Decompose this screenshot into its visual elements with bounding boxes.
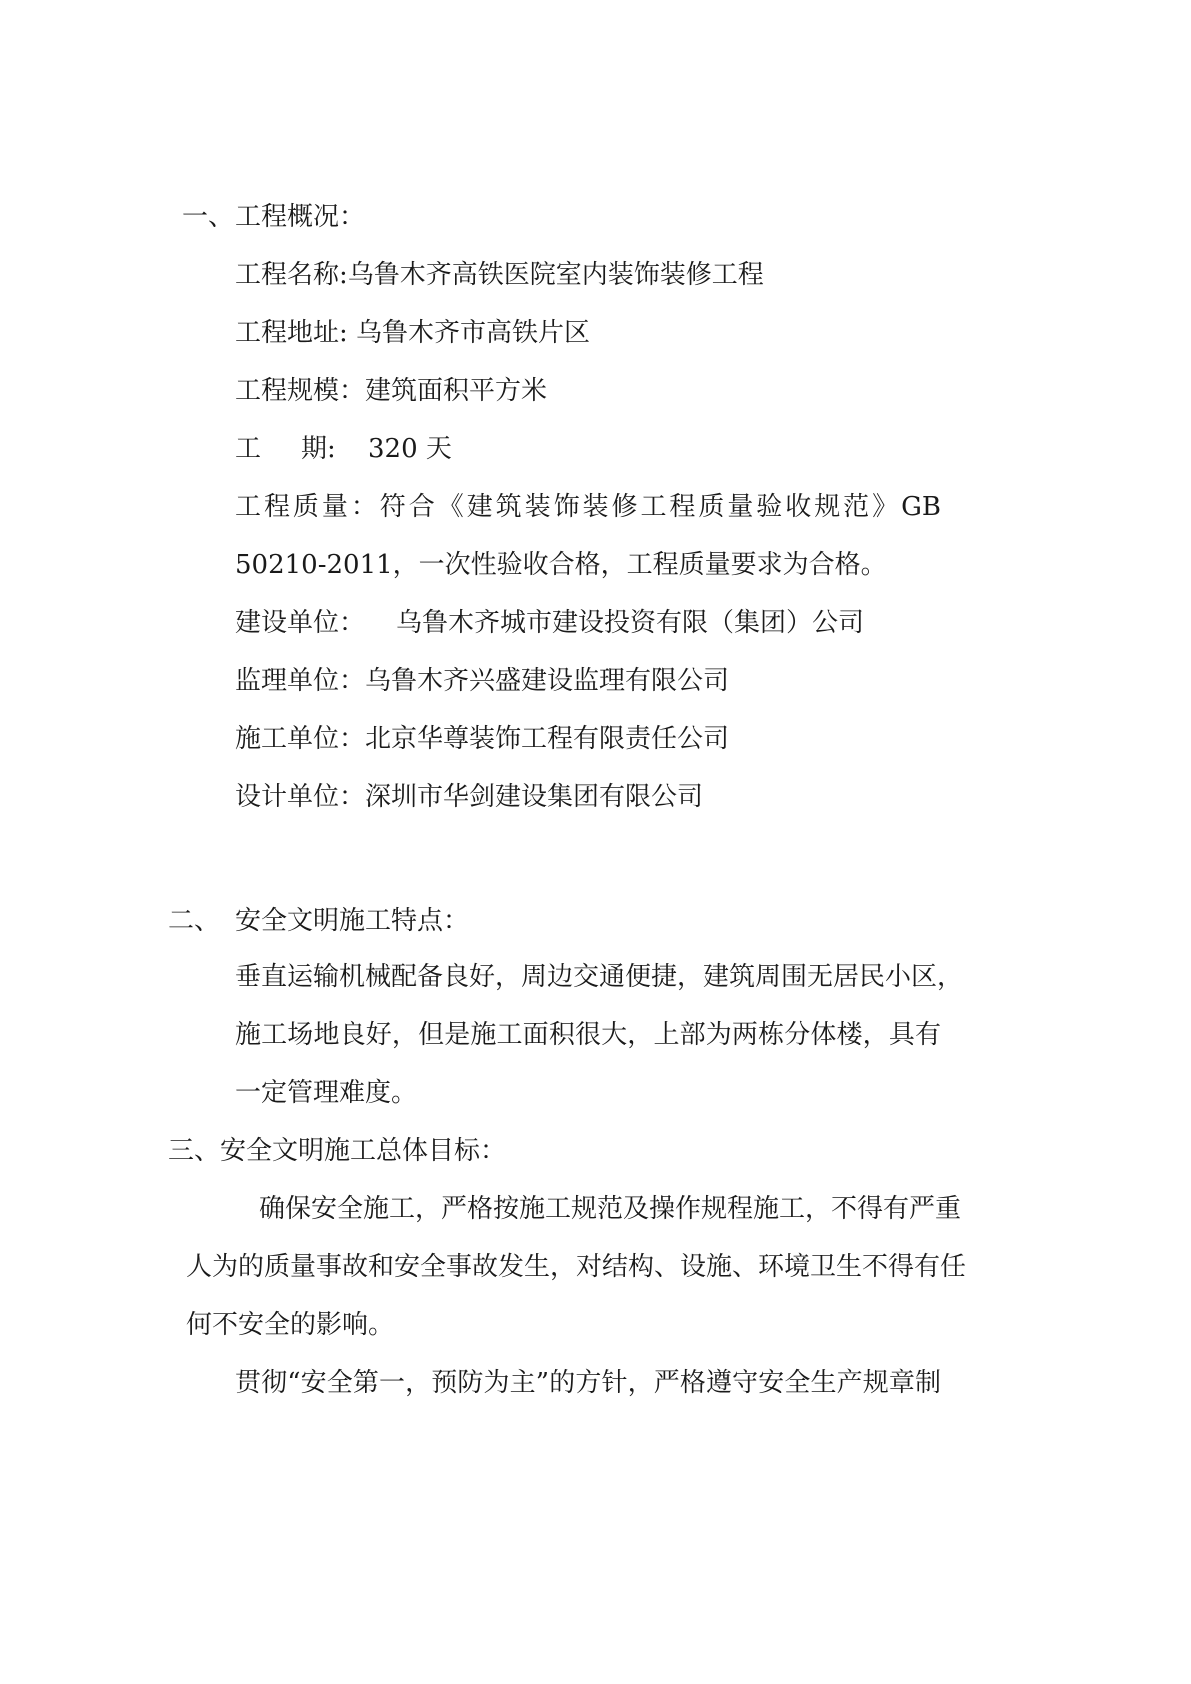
project-period-row [235, 432, 735, 466]
contractor-row [235, 722, 729, 756]
project-scale-value: 建筑面积平方米 [365, 376, 548, 406]
supervisor-row [235, 664, 729, 698]
project-name-row [235, 258, 764, 292]
section-number: 二、 [168, 906, 221, 936]
goals-p1-line-1: 确保安全施工，严格按施工规范及操作规程施工，不得有严重 [259, 1194, 962, 1224]
project-name-label: 工程名称: [235, 260, 348, 290]
contractor-label: 施工单位： [235, 724, 366, 754]
section-number: 一、 [182, 202, 235, 232]
goals-p2-line-1: 贯彻“安全第一，预防为主”的方针，严格遵守安全生产规章制 [235, 1368, 941, 1398]
features-line-1: 垂直运输机械配备良好，周边交通便捷，建筑周围无居民小区， [235, 962, 964, 992]
designer-row [235, 780, 703, 814]
project-period-value: 320 天 [368, 434, 452, 464]
goals-p1-line-2: 人为的质量事故和安全事故发生，对结构、设施、环境卫生不得有任 [186, 1252, 967, 1282]
section-title: 工程概况： [235, 202, 366, 232]
project-address-row [235, 316, 590, 350]
owner-row [235, 606, 935, 640]
project-period-label-a: 工 [235, 434, 262, 464]
project-quality-line-1: 工程质量：符合《建筑装饰装修工程质量验收规范》GB [235, 492, 941, 522]
section-number: 三、 [168, 1136, 221, 1166]
designer-value: 深圳市华剑建设集团有限公司 [365, 782, 704, 812]
supervisor-label: 监理单位： [235, 666, 366, 696]
project-scale-label: 工程规模： [235, 376, 366, 406]
project-period-label-b: 期: [301, 434, 336, 464]
features-line-3: 一定管理难度。 [235, 1078, 418, 1108]
contractor-value: 北京华尊装饰工程有限责任公司 [365, 724, 730, 754]
project-address-label: 工程地址: [235, 318, 348, 348]
section-3-heading [168, 1134, 506, 1168]
designer-label: 设计单位： [235, 782, 366, 812]
section-title: 安全文明施工特点： [235, 906, 470, 936]
project-address-value: 乌鲁木齐市高铁片区 [356, 318, 591, 348]
project-quality-line-2: 50210-2011，一次性验收合格，工程质量要求为合格。 [235, 550, 887, 580]
features-line-2: 施工场地良好，但是施工面积很大，上部为两栋分体楼，具有 [235, 1020, 941, 1050]
supervisor-value: 乌鲁木齐兴盛建设监理有限公司 [365, 666, 730, 696]
goals-p1-line-3: 何不安全的影响。 [186, 1310, 395, 1340]
owner-value: 乌鲁木齐城市建设投资有限（集团）公司 [396, 608, 865, 638]
owner-label: 建设单位： [235, 608, 366, 638]
project-name-value: 乌鲁木齐高铁医院室内装饰装修工程 [347, 260, 764, 290]
section-title: 安全文明施工总体目标： [220, 1136, 507, 1166]
project-scale-row [235, 374, 547, 408]
